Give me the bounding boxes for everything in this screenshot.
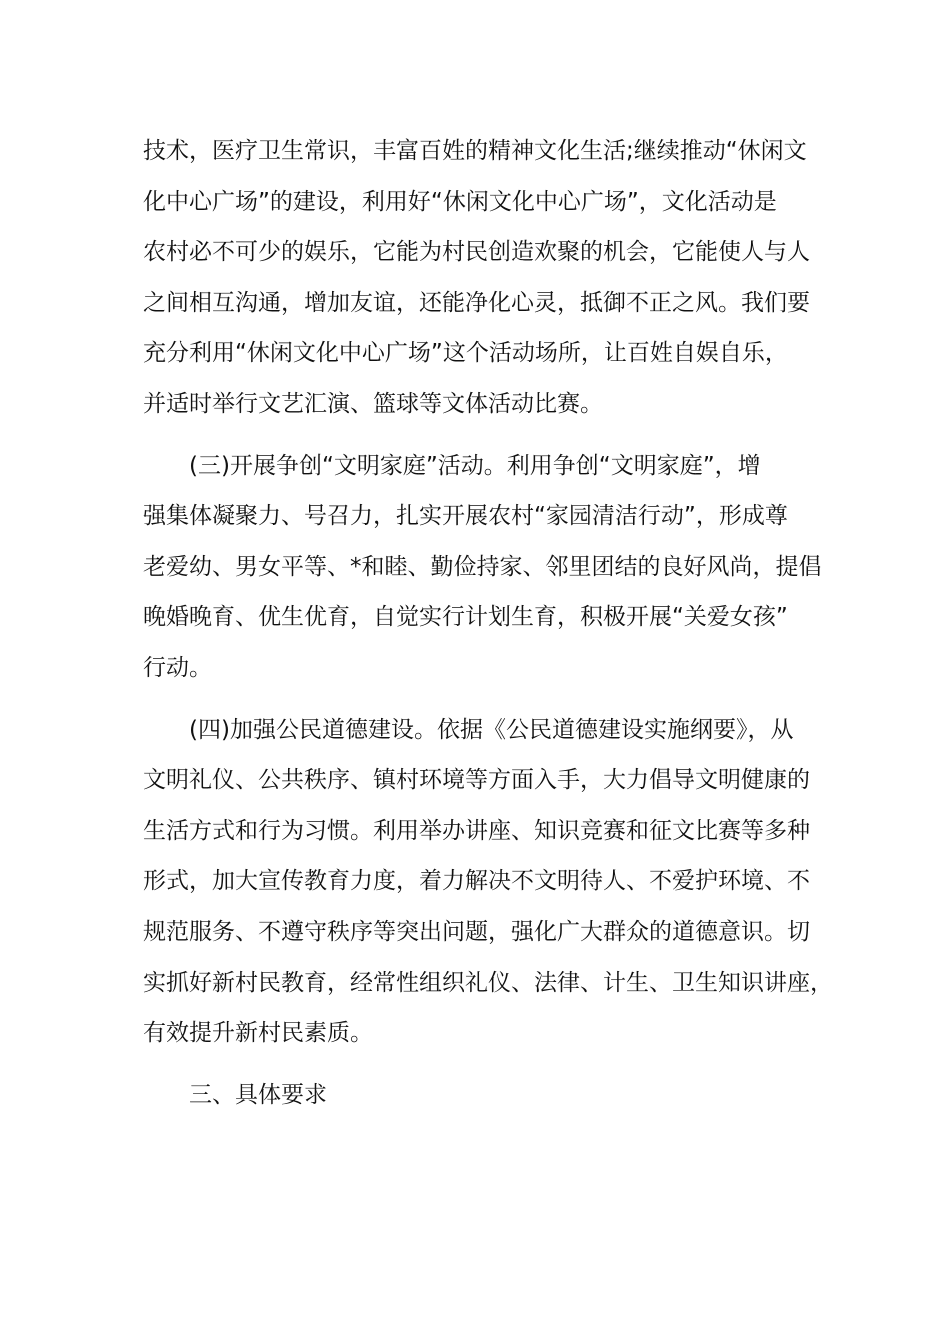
- paragraph-cultural-activities: [143, 126, 808, 430]
- text-line: 之间相互沟通，增加友谊，还能净化心灵，抵御不正之风。我们要: [143, 289, 810, 316]
- text-line: 充分利用“休闲文化中心广场”这个活动场所，让百姓自娱自乐，: [143, 340, 788, 367]
- text-line: 并适时举行文艺汇演、篮球等文体活动比赛。: [143, 390, 603, 417]
- text-line: 化中心广场”的建设，利用好“休闲文化中心广场”，文化活动是: [143, 188, 777, 215]
- paragraph-civic-morality: [143, 705, 833, 1059]
- text-line: (三)开展争创“文明家庭”活动。利用争创“文明家庭”，增: [189, 452, 761, 479]
- paragraph-spacer: [143, 694, 808, 705]
- paragraph-civilized-family: [143, 441, 822, 694]
- text-line: 老爱幼、男女平等、*和睦、勤俭持家、邻里团结的良好风尚，提倡: [143, 553, 822, 580]
- text-line: 强集体凝聚力、号召力，扎实开展农村“家园清洁行动”，形成尊: [143, 503, 788, 530]
- text-line: 文明礼仪、公共秩序、镇村环境等方面入手，大力倡导文明健康的: [143, 767, 810, 794]
- text-line: 技术，医疗卫生常识，丰富百姓的精神文化生活;继续推动“休闲文: [143, 138, 807, 164]
- paragraph-spacer: [143, 430, 808, 441]
- text-line: 农村必不可少的娱乐，它能为村民创造欢聚的机会，它能使人与人: [143, 239, 810, 266]
- text-line: 规范服务、不遵守秩序等突出问题，强化广大群众的道德意识。切: [143, 918, 810, 945]
- text-line: 有效提升新村民素质。: [143, 1020, 373, 1047]
- text-line: (四)加强公民道德建设。依据《公民道德建设实施纲要》，从: [189, 716, 794, 743]
- text-line: 实抓好新村民教育，经常性组织礼仪、法律、计生、卫生知识讲座，: [143, 969, 833, 996]
- text-line: 晚婚晚育、优生优育，自觉实行计划生育，积极开展“关爱女孩”: [143, 604, 788, 631]
- text-line: 形式，加大宣传教育力度，着力解决不文明待人、不爱护环境、不: [143, 868, 810, 895]
- text-line: 生活方式和行为习惯。利用举办讲座、知识竞赛和征文比赛等多种: [143, 817, 810, 844]
- text-line: 行动。: [143, 654, 212, 681]
- document-body: [143, 126, 833, 1120]
- section-heading: 三、具体要求: [189, 1081, 327, 1108]
- section-heading-requirements: [143, 1070, 808, 1121]
- paragraph-spacer: [143, 1059, 808, 1070]
